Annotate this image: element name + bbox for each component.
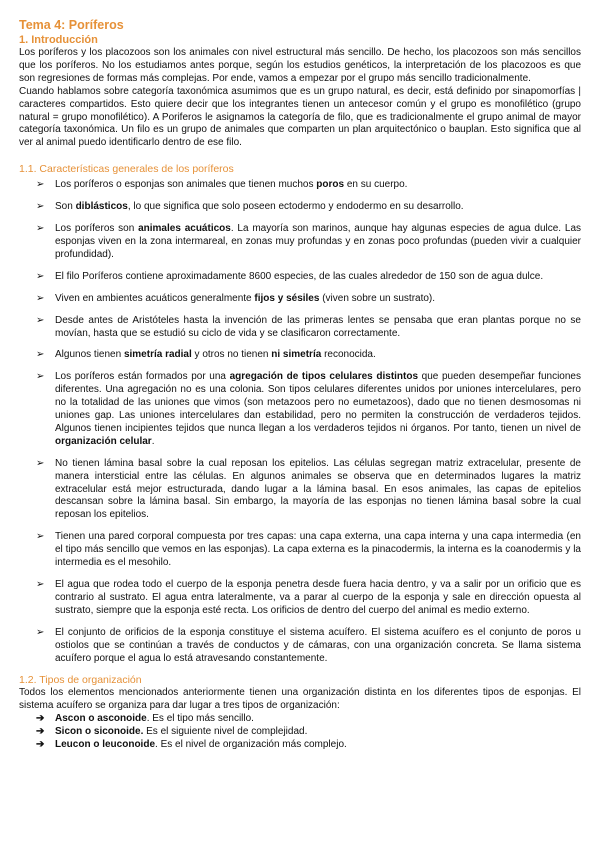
- characteristics-list: [19, 179, 581, 665]
- tipos-paragraph: Todos los elementos mencionados anteriormente tienen una organización distinta en los diferentes tipos de esponjas. El sistema acuífero se organiza para dar lugar a tres tipos de organización:: [19, 687, 581, 712]
- arrow-bullet-icon: ➢: [36, 201, 45, 213]
- list-item: ➢ Los poríferos están formados por una agregación de tipos celulares distintos que pueden desempeñar funciones diferentes. Una agregación no es una colonia. Son tipos celulares diferentes unidos por uniones intercelulares, pero no la totalidad de las uniones que vimos (son metazoos pero no eumetazoos), dado que no tienen desmosomas ni uniones gap. Las uniones intercelulares dan estabilidad, pero no permiten la construcción de verdaderos tejidos. Algunos tienen incipientes tejidos que nunca llegan a los verdaderos tejidos ni órganos. Por tanto, tienen un nivel de organización celular.: [36, 371, 581, 447]
- list-item: ➢ Desde antes de Aristóteles hasta la invención de las primeras lentes se pensaba que eran plantas porque no se movían, hasta que se estudió su ciclo de vida y se clasificaron correctamente.: [36, 314, 581, 339]
- document-title: Tema 4: Poríferos: [19, 18, 124, 32]
- right-arrow-icon: ➔: [36, 726, 45, 738]
- list-item: ➔ Sicon o siconoide. Es el siguiente nivel de complejidad.: [36, 726, 308, 738]
- intro-paragraph-1: Los poríferos y los placozoos son los animales con nivel estructural más sencillo. De hecho, los placozoos son más sencillos que los poríferos. No los estudiamos antes porque, según los estudios genéticos, la interpretación de los placozoos es que son regresiones de formas más complejas. Por ende, vamos a empezar por el grupo más sencillo tradicionalmente.: [19, 47, 581, 84]
- list-item: ➢ Algunos tienen simetría radial y otros no tienen ni simetría reconocida.: [36, 349, 376, 361]
- arrow-bullet-icon: ➢: [36, 223, 45, 235]
- list-item: ➢ Viven en ambientes acuáticos generalmente fijos y sésiles (viven sobre un sustrato).: [36, 292, 436, 304]
- arrow-bullet-icon: ➢: [36, 579, 45, 590]
- organization-types-list: [19, 713, 581, 752]
- document-page: [19, 18, 581, 752]
- arrow-bullet-icon: ➢: [36, 179, 45, 191]
- intro-paragraph-2: Cuando hablamos sobre categoría taxonómica asumimos que es un grupo natural, es decir, está definido por sinapomorfías | caracteres compartidos. Esto quiere decir que los integrantes tienen un antecesor común y el grupo es monofilético (grupo natural = grupo monofilético). A Poriferos le asignamos la categoría de filo, que es tradicionalmente el grupo animal de mayor categoría taxonómica. Un filo es un grupo de animales que comparten un plan arquitectónico o bauplan. Esto significa que al ver al animal puedo identificarlo dentro de ese filo.: [19, 85, 581, 149]
- arrow-bullet-icon: ➢: [36, 457, 45, 469]
- list-item: ➢ El agua que rodea todo el cuerpo de la esponja penetra desde fuera hacia dentro, y va a salir por un orificio que es contrario al sustrato. El agua entra lateralmente, va a parar al cuerpo de la esponja y sale en dirección opuesta al sustrato, siempre que la esponja esté recta. Los orificios de dentro del cuerpo del animal es medio externo.: [36, 579, 581, 616]
- arrow-bullet-icon: ➢: [36, 292, 45, 304]
- subsection-heading-tipos: 1.2. Tipos de organización: [19, 674, 142, 687]
- arrow-bullet-icon: ➢: [36, 371, 45, 383]
- arrow-bullet-icon: ➢: [36, 270, 45, 282]
- subsection-heading-caracteristicas: 1.1. Características generales de los poríferos: [19, 163, 234, 176]
- list-item: ➢ Los poríferos o esponjas son animales que tienen muchos poros en su cuerpo.: [36, 179, 408, 191]
- list-item: ➢ Son diblásticos, lo que significa que solo poseen ectodermo y endodermo en su desarrollo.: [36, 201, 464, 213]
- list-item: ➔ Ascon o asconoide. Es el tipo más sencillo.: [36, 713, 254, 725]
- list-item: ➢ El conjunto de orificios de la esponja constituye el sistema acuífero. El sistema acuífero es el conjunto de poros u ostiolos que se continúan a través de conductos y de cámaras, con una organización concreta. Se llama sistema acuífero porque el agua lo está atravesando constantemente.: [36, 626, 581, 664]
- arrow-bullet-icon: ➢: [36, 349, 45, 361]
- arrow-bullet-icon: ➢: [36, 531, 45, 543]
- arrow-bullet-icon: ➢: [36, 314, 45, 326]
- list-item: ➢ Tienen una pared corporal compuesta por tres capas: una capa externa, una capa interna y una capa intermedia (en el tipo más sencillo que vemos en las esponjas). La capa externa es la pinacodermis, la interna es la coanodermis y la intermedia es el mesohilo.: [36, 531, 581, 569]
- list-item: ➢ El filo Poríferos contiene aproximadamente 8600 especies, de las cuales alrededor de 150 son de agua dulce.: [36, 270, 544, 282]
- list-item: ➔ Leucon o leuconoide. Es el nivel de organización más complejo.: [36, 739, 347, 751]
- right-arrow-icon: ➔: [36, 713, 45, 725]
- list-item: ➢ Los poríferos son animales acuáticos. La mayoría son marinos, aunque hay algunas especies de agua dulce. Las esponjas viven en la zona intermareal, en zonas muy profundas y en zonas poco profundas (pueden vivir a cualquier profundidad).: [36, 223, 582, 260]
- arrow-bullet-icon: ➢: [36, 626, 45, 638]
- section-heading-introduccion: 1. Introducción: [19, 34, 98, 46]
- list-item: ➢ No tienen lámina basal sobre la cual reposan los epitelios. Las células segregan matriz extracelular, presente de manera intersticial entre las células. En algunos animales se observa que en determinados lugares la matriz extracelular está mejor estructurada, dando lugar a la lámina basal. En esos animales, las capas de epitelios descansan sobre la lámina basal. Sin embargo, la mayoría de las esponjas no tienen lámina basal sobre la cual reposan los epitelios.: [36, 457, 581, 521]
- right-arrow-icon: ➔: [36, 739, 45, 751]
